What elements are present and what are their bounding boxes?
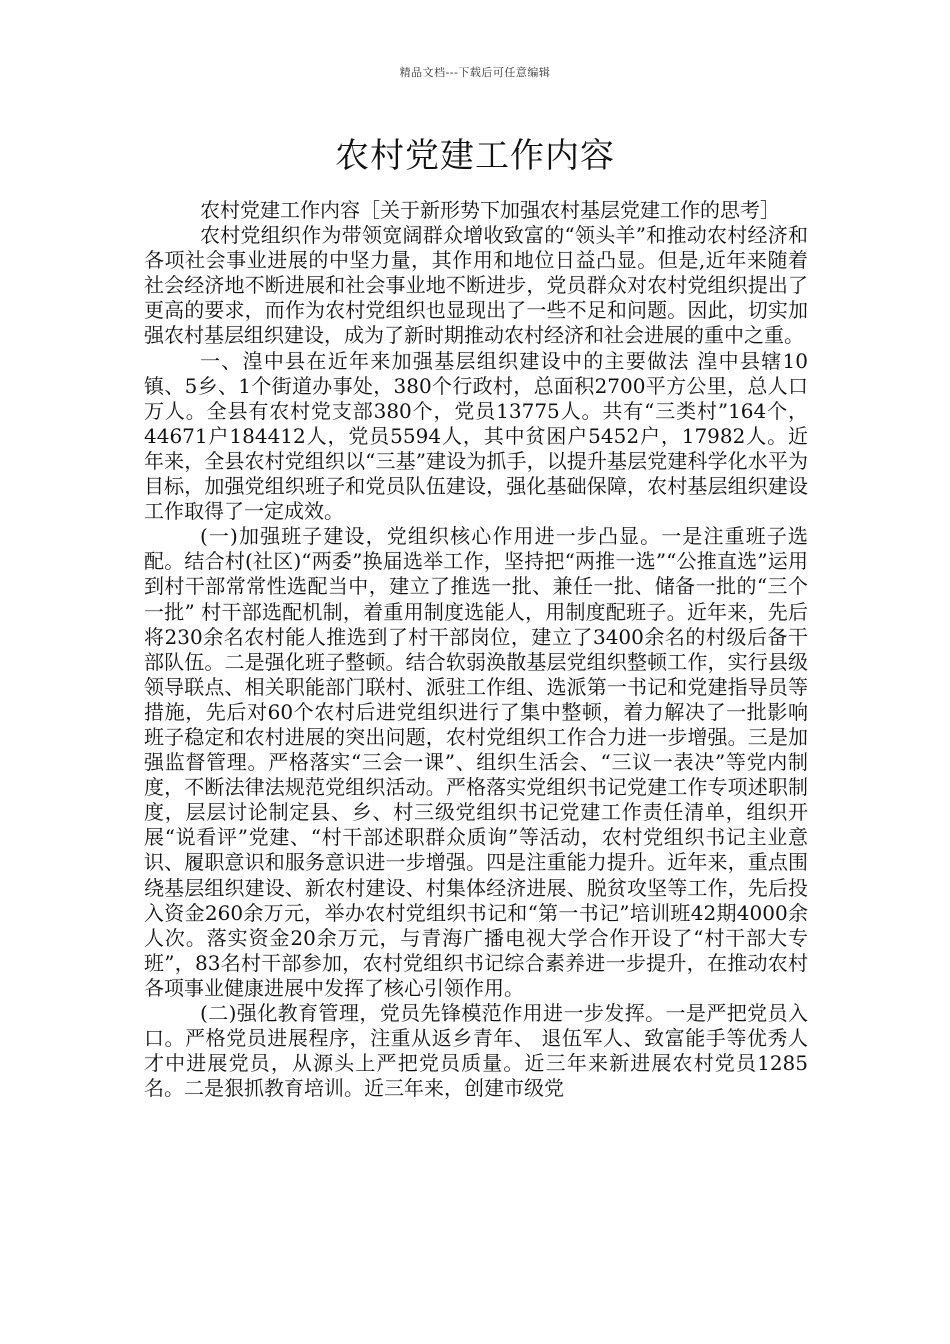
paragraph: 农村党建工作内容［关于新形势下加强农村基层党建工作的思考］ (200, 198, 780, 222)
document-body (144, 198, 808, 1101)
document-title: 农村党建工作内容 (335, 136, 615, 176)
paragraph: (一)加强班子建设，党组织核心作用进一步凸显。一是注重班子选配。结合村(社区)“两委”换届选举工作，坚持把“两推一选”“公推直选”运用到村干部常常性选配当中，建立了推选一批、兼任一批、储备一批的“三个一批” 村干部选配机制，着重用制度选能人，用制度配班子。近年来，先后将230余名农村能人推选到了村干部岗位，建立了3400余名的村级后备干部队伍。二是强化班子整顿。结合软弱涣散基层党组织整顿工作，实行县级领导联点、相关职能部门联村、派驻工作组、选派第一书记和党建指导员等措施，先后对60个农村后进党组织进行了集中整顿，着力解决了一批影响班子稳定和农村进展的突出问题，农村党组织工作合力进一步增强。三是加强监督管理。严格落实“三会一课”、组织生活会、“三议一表决”等党内制度，不断法律法规范党组织活动。严格落实党组织书记党建工作专项述职制度，层层讨论制定县、乡、村三级党组织书记党建工作责任清单，组织开展“说看评”党建、“村干部述职群众质询”等活动，农村党组织书记主业意识、履职意识和服务意识进一步增强。四是注重能力提升。近年来，重点围绕基层组织建设、新农村建设、村集体经济进展、脱贫攻坚等工作，先后投入资金260余万元，举办农村党组织书记和“第一书记”培训班42期4000余人次。落实资金20余万元，与青海广播电视大学合作开设了“村干部大专班”，83名村干部参加，农村党组织书记综合素养进一步提升，在推动农村各项事业健康进展中发挥了核心引领作用。 (144, 524, 808, 1000)
paragraph: 一、湟中县在近年来加强基层组织建设中的主要做法 湟中县辖10镇、5乡、1个街道办事处，380个行政村，总面积2700平方公里，总人口万人。全县有农村党支部380个，党员13775人。共有“三类村”164个，44671户184412人，党员5594人，其中贫困户5452户，17982人。近年来，全县农村党组织以“三基”建设为抓手，以提升基层党建科学化水平为目标，加强党组织班子和党员队伍建设，强化基础保障，农村基层组织建设工作取得了一定成效。 (144, 348, 808, 524)
header-note: 精品文档---下载后可任意编辑 (399, 66, 551, 79)
paragraph: (二)强化教育管理，党员先锋模范作用进一步发挥。一是严把党员入口。严格党员进展程序，注重从返乡青年、 退伍军人、致富能手等优秀人才中进展党员，从源头上严把党员质量。近三年来新进展农村党员1285名。二是狠抓教育培训。近三年来，创建市级党 (144, 1001, 808, 1101)
paragraph: 农村党组织作为带领宽阔群众增收致富的“领头羊”和推动农村经济和各项社会事业进展的中坚力量，其作用和地位日益凸显。但是,近年来随着社会经济地不断进展和社会事业地不断进步，党员群众对农村党组织提出了更高的要求，而作为农村党组织也显现出了一些不足和问题。因此，切实加强农村基层组织建设，成为了新时期推动农村经济和社会进展的重中之重。 (144, 223, 808, 348)
